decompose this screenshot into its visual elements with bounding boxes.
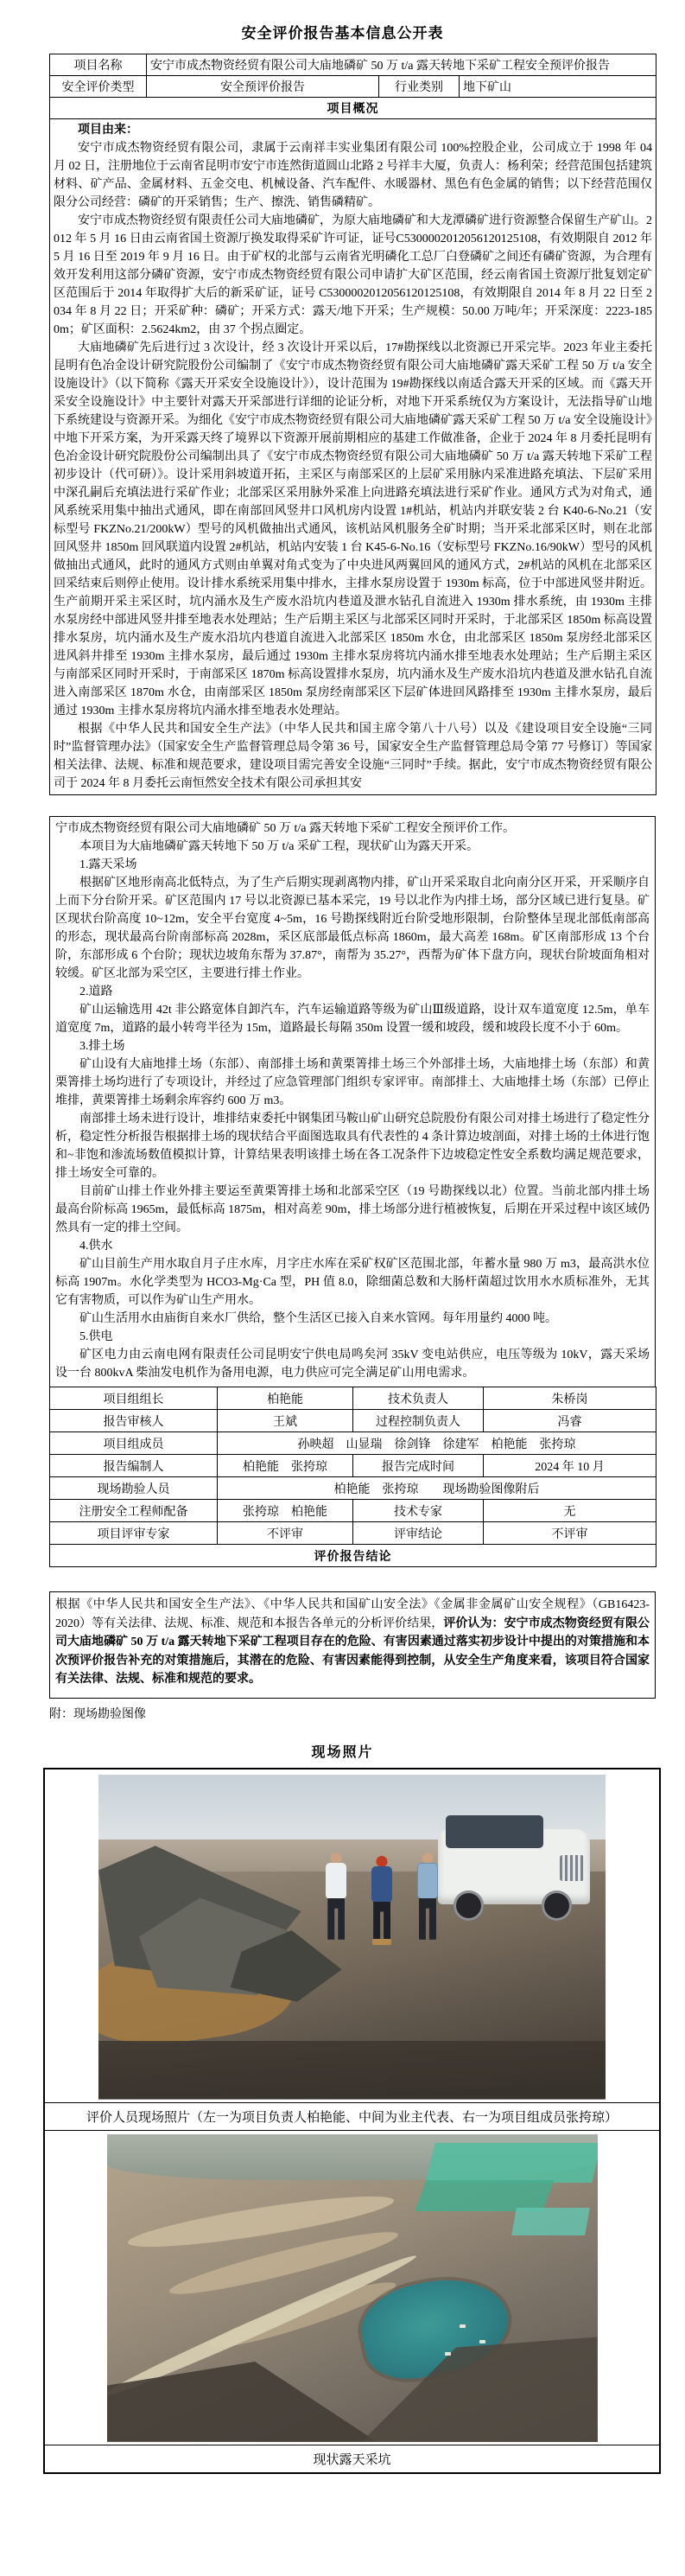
table-row <box>50 98 656 119</box>
photo2-truck-speck <box>445 2352 451 2356</box>
photo2-green-netting <box>415 2180 555 2211</box>
person-boots <box>372 1939 391 1945</box>
overview-paragraph: 安宁市成杰物资经贸有限公司，隶属于云南祥丰实业集团有限公司 100%控股企业，公司成立于 1998 年 04 月 02 日，注册地位于云南省昆明市安宁市连然街道圆山北路 2 号祥丰大厦，负责人：杨利荣；经营范围包括建筑材料、矿产品、金属材料、五金交电、机械设备、汽车配件、水暖器材、黑色有色金属的销售；以下经营范围仅限分公司经营：磷矿的开采销售；生产、擦洗、销售磷精矿。 <box>54 142 653 209</box>
cert-engineers-value: 张挎琼 柏艳能 <box>218 1500 353 1522</box>
photo2-green-netting <box>426 2143 598 2183</box>
site-photos-box <box>43 1768 661 2474</box>
photo2-wrapper <box>45 2131 659 2445</box>
overview-paragraph: 矿山设有大庙地排土场（东部）、南部排土场和黄栗箐排土场三个外部排土场，大庙地排土场（东部）和黄栗箐排土场均进行了专项设计，并经过了应急管理部门组织专家评审。南部排土、大庙地排土场（东部）已停止堆排，黄栗箐排土场剩余库容约 600 万 m3。 <box>55 1058 650 1107</box>
table-row <box>50 1477 656 1500</box>
photo2-green-netting <box>511 2208 590 2235</box>
conclusion-paragraph <box>55 1596 650 1689</box>
personnel-table <box>49 1387 656 1567</box>
photo1-wrapper <box>45 1769 659 2102</box>
cert-engineers-label: 注册安全工程师配备 <box>50 1500 218 1522</box>
process-controller-label: 过程控制负责人 <box>353 1410 484 1432</box>
suv-wheel <box>542 1891 572 1921</box>
project-name-value: 安宁市成杰物资经贸有限公司大庙地磷矿 50 万 t/a 露天转地下采矿工程安全预评价报告 <box>147 54 656 76</box>
overview-origin-heading: 项目由来： <box>78 124 138 137</box>
overview-subheading: 5.供电 <box>79 1330 113 1343</box>
conclusion-emphasis: 评价认为：安宁市成杰物资经贸有限公司大庙地磷矿 50 万 t/a 露天转地下采矿工程项目存在的危险、有害因素通过落实初步设计中提出的对策措施和本次预评价报告补充的对策措施后，其潜在的危险、有害因素能得到控制，从安全生产角度来看，该项目符合国家有关法律、法规、标准和规范的要求。 <box>55 1616 650 1686</box>
overview-text-part2 <box>49 816 656 1387</box>
process-controller-value: 冯睿 <box>484 1410 656 1432</box>
overview-paragraph: 根据《中华人民共和国安全生产法》（中华人民共和国主席令第八十八号）以及《建设项目安全设施“三同时”监督管理办法》（国家安全生产监督管理总局令第 36 号，国家安全生产监督管理总局令第 77 号修订）等国家相关法律、法规、标准和规范要求，建设项目需完善安全设施“三同时”手续。据此，安宁市成杰物资经贸有限公司于 2024 年 8 月委托云南恒然安全技术有限公司承担其安 <box>54 723 653 790</box>
page-title: 安全评价报告基本信息公开表 <box>241 25 444 41</box>
team-leader-label: 项目组组长 <box>50 1387 218 1410</box>
page-break-gap <box>0 795 685 816</box>
overview-paragraph: 南部排土场未进行设计，堆排结束委托中钢集团马鞍山矿山研究总院股份有限公司对排土场进行了稳定性分析，稳定性分析报告根据排土场的现状结合平面图选取具有代表性的 4 条计算边坡剖面，对排土场的土体进行饱和~非饱和渗流场数值模拟计算，计算结果表明该排土场在各工况条件下边坡稳定性安全系数均满足规范要求，排土场安全可靠的。 <box>55 1113 650 1180</box>
site-photo-evaluators <box>98 1775 606 2100</box>
report-writers-value: 柏艳能 张挎琼 <box>218 1455 353 1477</box>
overview-subheading: 4.供水 <box>79 1240 113 1253</box>
overview-paragraph: 矿山目前生产用水取自月子庄水库，月字庄水库在采矿权矿区范围北部，年蓄水量 980 万 m3，最高洪水位标高 1907m。水化学类型为 HCO3-Mg·Ca 型，PH 值 8.0，除细菌总数和大肠杆菌超过饮用水水质标准外，无其它有害物质，可以作为矿山生产用水。 <box>55 1258 650 1307</box>
photo2-truck-speck <box>479 2340 485 2343</box>
table-row <box>50 1545 656 1567</box>
completion-date-label: 报告完成时间 <box>353 1455 484 1477</box>
overview-paragraph: 矿山运输选用 42t 非公路宽体自卸汽车，汽车运输道路等级为矿山Ⅲ级道路，设计双车道宽度 12.5m，单车道宽度 7m，道路的最小转弯半径为 15m，道路最长每隔 350m 设置一缓和坡段，缓和坡段长度不小于 60m。 <box>55 1004 650 1035</box>
eval-type-label: 安全评价类型 <box>50 76 147 98</box>
photo1-caption: 评价人员现场照片（左一为项目负责人柏艳能、中间为业主代表、右一为项目组成员张挎琼） <box>45 2102 659 2131</box>
table-row <box>50 76 656 98</box>
person-torso <box>417 1863 438 1899</box>
photo2-caption: 现状露天采坑 <box>45 2445 659 2472</box>
conclusion-text-block <box>49 1591 656 1699</box>
site-inspectors-label: 现场勘验人员 <box>50 1477 218 1500</box>
table-row <box>50 1387 656 1410</box>
person-torso <box>326 1863 346 1899</box>
tech-expert-label: 技术专家 <box>353 1500 484 1522</box>
report-writers-label: 报告编制人 <box>50 1455 218 1477</box>
table-row <box>50 119 656 795</box>
report-reviewer-label: 报告审核人 <box>50 1410 218 1432</box>
person-torso <box>371 1866 392 1903</box>
table-row <box>50 1410 656 1432</box>
eval-type-value: 安全预评价报告 <box>147 76 379 98</box>
tech-lead-label: 技术负责人 <box>353 1387 484 1410</box>
team-leader-value: 柏艳能 <box>218 1387 353 1410</box>
conclusion-section-header: 评价报告结论 <box>50 1545 656 1567</box>
overview-section-header: 项目概况 <box>50 98 656 119</box>
suv-wheel <box>453 1891 484 1921</box>
basic-info-table <box>49 54 656 795</box>
table-row <box>50 1500 656 1522</box>
overview-subheading: 3.排土场 <box>79 1040 125 1053</box>
overview-text-part1 <box>50 119 656 795</box>
industry-label: 行业类别 <box>379 76 460 98</box>
table-row <box>50 1522 656 1545</box>
completion-date-value: 2024 年 10 月 <box>484 1455 656 1477</box>
overview-paragraph: 大庙地磷矿先后进行过 3 次设计，经 3 次设计开采以后，17#勘探线以北资源已开采完毕。2023 年业主委托昆明有色冶金设计研究院股份公司编制了《安宁市成杰物资经贸有限公司大庙地磷矿露天采矿工程 50 万 t/a 安全设施设计》（以下简称《露天开采安全设施设计》），设计范围为 19#勘探线以南适合露天开采的区域。而《露天开采安全设施设计》中主要针对露天开采部进行详细的论证分析，对地下开采系统仅为方案设计，无法指导矿山地下系统建设与资源开采。为细化《安宁市成杰物资经贸有限公司大庙地磷矿露天采矿工程 50 万 t/a 安全设施设计》中地下开采方案，为开采露天终了境界以下资源开展前期相应的基建工作做准备，企业于 2024 年 8 月委托昆明有色冶金设计研究院股份公司编制出具了《安宁市成杰物资经贸有限公司大庙地磷矿 50 万 t/a 露天转地下采矿工程初步设计（代可研）》。设计采用斜坡道开拓，主采区与南部采区的上层矿采用脉内采准进路充填法、下层矿采用中深孔嗣后充填法进行采矿作业；北部采区采用脉外采准上向进路充填法进行采矿作业。通风方式为对角式，通风系统采用集中抽出式通风，即在南部回风竖井口风机房内设置 1#机站，机站内并联安装 2 台 K40-6-No.21（安标型号 FKZNo.21/200kW）型号的风机做抽出式通风，该机站风机服务全矿时期；当开采北部采区时，则在北部回风竖井 1850m 回风联道内设置 2#机站，机站内安装 1 台 K45-6-No.16（安标型号 FKZNo.16/90kW）型号的风机做抽出式通风，此时的通风方式则由单翼对角式变为了中央进风两翼回风的通风方式，2#机站的风机在北部采区回采结束后则停止使用。设计排水系统采用集中排水，主排水泵房设置于 1930m 标高，位于中部进风竖井附近。生产前期开采主采区时，坑内涌水及生产废水沿坑内巷道及泄水钻孔自流进入 1930m 排水系统，由 1930m 主排水泵房经中部进风竖井排至地表水处理站；生产后期主采区与北部采区同时开采时，于北部采区 1850m 标高设置排水泵房，坑内涌水及生产废水沿坑内巷道自流进入北部采区 1850m 水仓，由北部采区 1850m 泵房经北部采区进风斜井排至 1930m 主排水泵房，最后通过 1930m 主排水泵房将坑内涌水排至地表水处理站；生产后期主采区与南部采区同时开采时，于南部采区 1870m 标高设置排水泵房，坑内涌水及生产废水沿坑内巷道及泄水钻孔自流进入南部采区 1870m 水仓，由南部采区 1850m 泵房经南部采区下层矿体进回风路排至 1930m 主排水泵房，最后通过 1930m 主排水泵房将坑内涌水排至地表水处理站。 <box>54 341 653 717</box>
overview-subheading: 2.道路 <box>79 985 113 998</box>
suv-vehicle <box>438 1803 590 1920</box>
review-result-value: 不评审 <box>484 1522 656 1545</box>
overview-paragraph: 安宁市成杰物资经贸有限责任公司大庙地磷矿，为原大庙地磷矿和大龙潭磷矿进行资源整合保留生产矿山。2012 年 5 月 16 日由云南省国土资源厅换发取得采矿许可证，证号C5300002012056120125108，有效期限自 2012 年 5 月 16 日至 2019 年 9 月 16 日。由于矿权的北部与云南省光明磷化工总厂白登磷矿之间还有磷矿资源，为合理有效开发利用这部分磷矿资源，安宁市成杰物资经贸有限公司申请扩大矿区范围，经云南省国土资源厅批复划定矿区范围后于 2014 年取得扩大后的新采矿证，证号 C5300002012056120125108，有效期限自 2014 年 8 月 22 日至 2034 年 8 月 22 日；开采矿种：磷矿；开采方式：露天/地下开采；生产规模：50.00 万吨/年；开采深度：2223-1850m；矿区面积：2.5624km2，由 37 个拐点圈定。 <box>54 214 653 336</box>
table-row <box>50 1455 656 1477</box>
review-experts-label: 项目评审专家 <box>50 1522 218 1545</box>
site-photo-open-pit <box>107 2134 598 2442</box>
conclusion-lead: 根据《中华人民共和国安全生产法》、《中华人民共和国矿山安全法》《金属非金属矿山安全规程》（GB16423-2020）等有关法律、法规、标准、规范和本报告各单元的分析评价结果， <box>55 1598 650 1630</box>
overview-paragraph: 宁市成杰物资经贸有限公司大庙地磷矿 50 万 t/a 露天转地下采矿工程安全预评价工作。 <box>55 822 515 835</box>
overview-paragraph: 矿山生活用水由庙街自来水厂供给，整个生活区已接入自来水管网。每年用量约 4000 吨。 <box>79 1312 557 1325</box>
overview-subheading: 1.露天采场 <box>79 858 137 871</box>
table-row <box>50 1432 656 1455</box>
overview-paragraph: 根据矿区地形南高北低特点，为了生产后期实现剥离物内排，矿山开采采取自北向南分区开采，开采顺序自上而下分台阶开采。矿区范围内 17 号以北资源已基本采完，19 号以北作为内排土场，部分区域已进行复垦。矿区现状台阶高度 10~12m，安全平台宽度 4~5m，16 号勘探线附近台阶受地形限制，台阶整体呈现北部低南部高的形态，现状最高台阶南部标高 2028m，采区底部最低点标高 1860m，最大高差 168m。矿区南部形成 13 个台阶，东部形成 6 个台阶；现状边坡角东帮为 37.87°，南帮为 35.27°，西帮为矿体下盘方向，现状台阶坡面角相对较缓。矿区北部为采空区，主要进行排土作业。 <box>55 877 650 980</box>
photo2-truck-speck <box>460 2324 466 2328</box>
overview-paragraph: 本项目为大庙地磷矿露天转地下 50 万 t/a 采矿工程，现状矿山为露天开采。 <box>79 840 479 853</box>
tech-expert-value: 无 <box>484 1500 656 1522</box>
team-members-label: 项目组成员 <box>50 1432 218 1455</box>
review-experts-value: 不评审 <box>218 1522 353 1545</box>
table-row <box>50 54 656 76</box>
overview-paragraph: 目前矿山排土作业外排主要运至黄栗箐排土场和北部采空区（19 号勘探线以北）位置。当前北部内排土场最高台阶标高 1965m，最低标高 1875m，相对高差 90m，排土场部分进行植被恢复，后期在开采过程中该区域仍然具有一定的排土空间。 <box>55 1185 650 1234</box>
site-inspectors-value: 柏艳能 张挎琼 现场勘验图像附后 <box>218 1477 656 1500</box>
review-result-label: 评审结论 <box>353 1522 484 1545</box>
suv-windows <box>446 1815 543 1848</box>
photo1-foreground-soil <box>98 2041 606 2100</box>
report-reviewer-value: 王斌 <box>218 1410 353 1432</box>
project-name-label: 项目名称 <box>50 54 147 76</box>
team-members-value: 孙映超 山显瑞 徐剑锋 徐建军 柏艳能 张挎琼 <box>218 1432 656 1455</box>
attachment-note: 附：现场勘验图像 <box>49 1707 146 1721</box>
industry-value: 地下矿山 <box>460 76 656 98</box>
tech-lead-value: 朱桥岗 <box>484 1387 656 1410</box>
suv-grille <box>560 1855 584 1881</box>
overview-paragraph: 矿区电力由云南电网有限责任公司昆明安宁供电局鸣矣河 35kV 变电站供应，电压等级为 10kV，露天采场设一台 800kvA 柴油发电机作为备用电源，电力供应可完全满足矿山用电需求。 <box>55 1349 650 1380</box>
site-photos-title: 现场照片 <box>311 1744 374 1760</box>
